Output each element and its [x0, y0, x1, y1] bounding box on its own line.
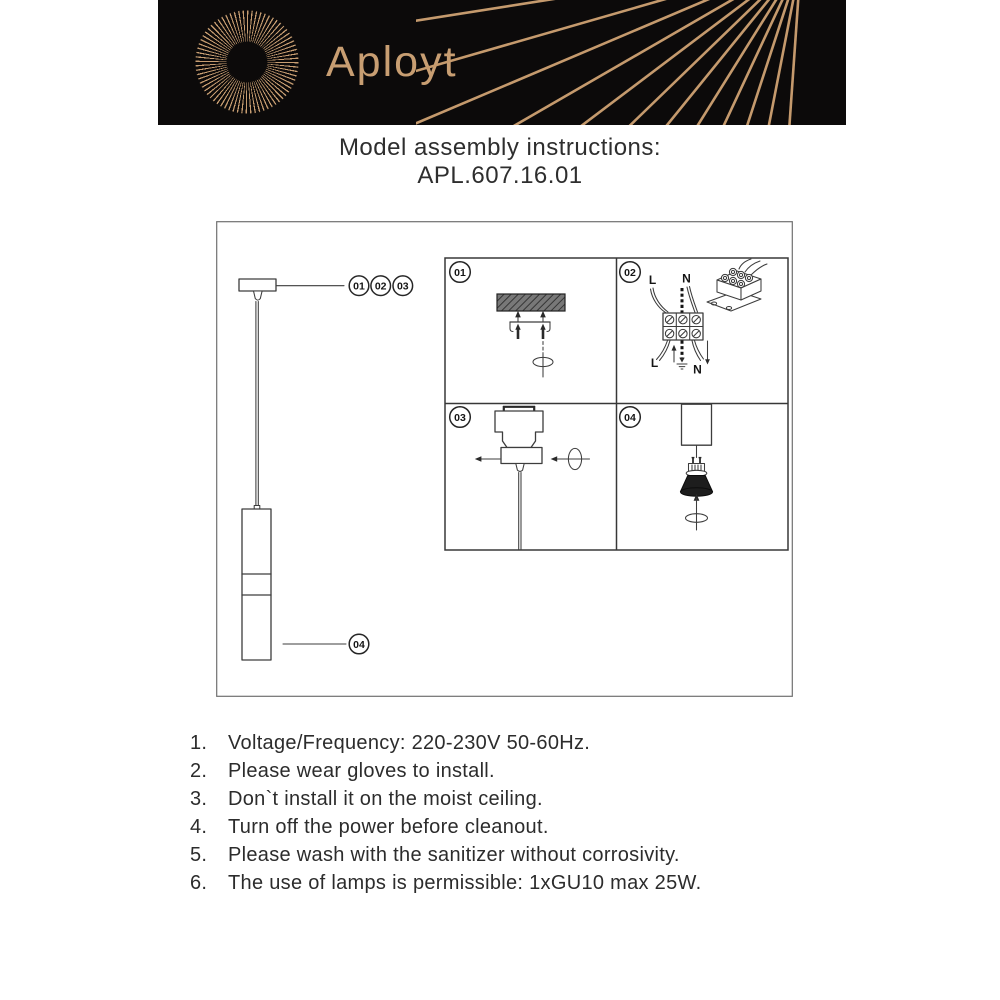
wire-label-bottom-n: N — [693, 362, 702, 377]
callout-03 — [393, 276, 413, 296]
callout-02 — [371, 276, 391, 296]
mounting-screws — [510, 311, 550, 339]
supply-wires — [651, 287, 698, 313]
screw-rotation-symbol — [533, 342, 553, 378]
terminal-strip — [663, 313, 703, 340]
header-banner — [158, 0, 846, 125]
instruction-text: Please wear gloves to install. — [228, 760, 495, 782]
cable-gland — [254, 291, 263, 300]
instruction-item — [190, 757, 701, 785]
terminal-block-3d — [707, 259, 767, 311]
assembly-diagram-svg — [216, 221, 793, 697]
panel-02-badge: 02 — [624, 266, 636, 279]
panel-03-badge: 03 — [454, 411, 466, 424]
title-block — [0, 135, 1000, 189]
instructions-list — [190, 729, 701, 897]
model-number: APL.607.16.01 — [417, 162, 583, 189]
instruction-number: 1. — [190, 732, 208, 754]
panel-01-badge: 01 — [454, 266, 466, 279]
instruction-item — [190, 785, 701, 813]
brand-name: Aployt — [326, 38, 458, 86]
callout-03-label: 03 — [396, 280, 409, 293]
instruction-text: Voltage/Frequency: 220-230V 50-60Hz. — [228, 732, 591, 754]
assembly-diagram — [216, 221, 793, 697]
instruction-text: Please wash with the sanitizer without corrosivity. — [228, 844, 680, 866]
instruction-number: 6. — [190, 872, 208, 894]
wire-label-top-n: N — [682, 271, 691, 286]
instruction-number: 3. — [190, 788, 208, 810]
lamp-shade — [242, 509, 271, 660]
ceiling-hatched — [497, 294, 565, 311]
insert-twist-symbol — [686, 494, 708, 530]
suspension-cable — [256, 302, 258, 506]
page-title: Model assembly instructions: — [338, 134, 662, 161]
callout-01-label: 01 — [353, 280, 365, 293]
instruction-number: 2. — [190, 760, 208, 782]
instruction-text: Turn off the power before cleanout. — [228, 816, 549, 838]
gu10-bulb — [681, 458, 713, 497]
instruction-item — [190, 869, 701, 897]
panel-04-badge: 04 — [624, 411, 636, 424]
wire-label-top-l: L — [648, 273, 657, 287]
shade-cylinder — [682, 404, 712, 445]
instruction-item — [190, 813, 701, 841]
panel-02-wiring — [620, 259, 767, 377]
instruction-number: 4. — [190, 816, 208, 838]
wire-label-bottom-l: L — [650, 356, 659, 370]
panel-04-lamp-installation — [620, 404, 713, 530]
ceiling-canopy — [239, 279, 276, 291]
instruction-item — [190, 841, 701, 869]
callout-01 — [349, 276, 369, 296]
canopy-assembly — [495, 406, 543, 550]
panel-01-ceiling-fixing — [450, 262, 565, 377]
instruction-text: Don`t install it on the moist ceiling. — [228, 788, 543, 810]
callout-04 — [349, 634, 369, 654]
instruction-number: 5. — [190, 844, 208, 866]
panel-03-canopy-attachment — [450, 406, 590, 550]
callout-02-label: 02 — [374, 280, 387, 293]
instruction-text: The use of lamps is permissible: 1xGU10 max 25W. — [228, 872, 702, 894]
rays-decoration-icon — [416, 0, 846, 125]
pendant-lamp-drawing — [239, 279, 276, 660]
instruction-item — [190, 729, 701, 757]
wires-below-block — [657, 341, 710, 370]
sunburst-logo-icon — [192, 7, 302, 117]
callout-04-label: 04 — [353, 638, 365, 651]
